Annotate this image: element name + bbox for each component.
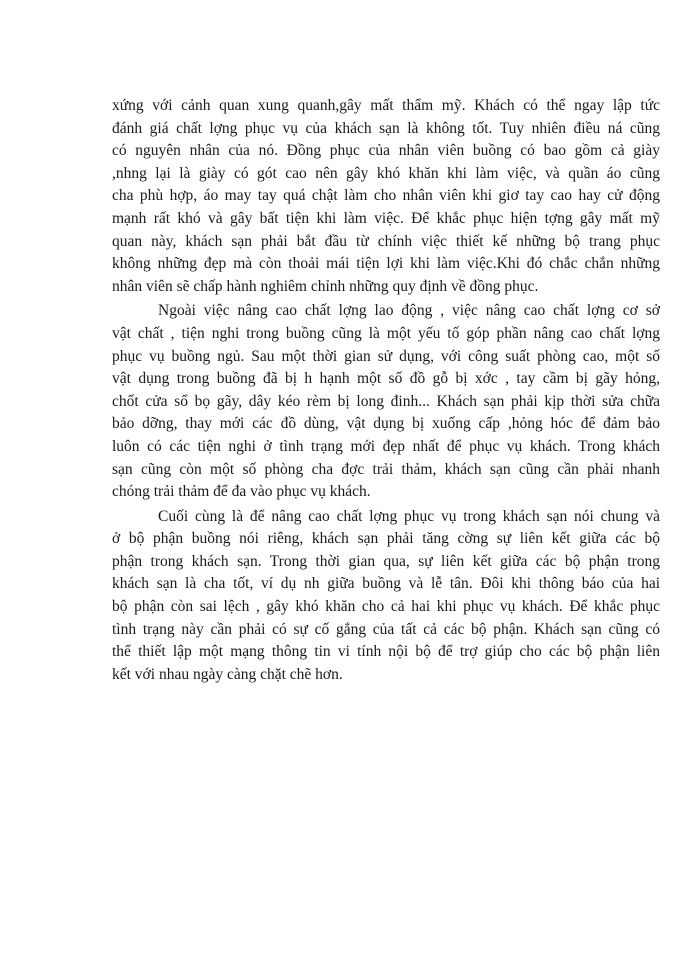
- text-line: bộ phận còn sai lệch , gây khó khăn cho cả hai khi phục vụ khách. Để khắc phục: [112, 598, 660, 616]
- text-line: ,nhng lại là giày có gót cao nên gây khó khăn khi làm việc, và quần áo cũng: [112, 164, 660, 182]
- text-line: mạnh rất khó và gây bất tiện khi làm việc. Để khắc phục hiện tợng gây mất mỹ: [112, 209, 660, 227]
- text-line: ở bộ phận buồng nói riêng, khách sạn phải tăng cờng sự liên kết giữa các bộ: [112, 530, 660, 548]
- text-line: vật dụng trong buồng đã bị h hạnh một số đồ gỗ bị xớc , tay cầm bị gãy hỏng,: [112, 370, 660, 388]
- text-line: bảo dỡng, thay mới các đồ dùng, vật dụng bị xuống cấp ,hỏng hóc để đảm bảo: [112, 415, 660, 433]
- text-line: không những đẹp mà còn thoải mái tiện lợi khi làm việc.Khi đó chắc chắn những: [112, 255, 660, 273]
- paragraph-facilities: [112, 300, 660, 503]
- paragraph-coordination: [112, 506, 660, 687]
- text-line: vật chất , tiện nghi trong buồng cũng là một yếu tố góp phần nâng cao chất lợng: [112, 324, 660, 342]
- text-line: chóng trải thảm để đa vào phục vụ khách.: [112, 483, 371, 501]
- text-line: tình trạng này cần phải có sự cố gắng của tất cả các bộ phận. Khách sạn cũng có: [112, 620, 660, 638]
- text-line: Ngoài việc nâng cao chất lợng lao động , việc nâng cao chất lợng cơ sở: [158, 302, 660, 320]
- text-line: xứng với cảnh quan xung quanh,gây mất thẩm mỹ. Khách có thể ngay lập tức: [112, 97, 660, 114]
- text-line: đánh giá chất lợng phục vụ của khách sạn là không tốt. Tuy nhiên điều ná cũng: [112, 119, 660, 137]
- text-line: cha phù hợp, áo may tay quá chật làm cho nhân viên khi giơ tay cao hay cử động: [112, 187, 660, 205]
- text-line: thể thiết lập một mạng thông tin vi tính nội bộ để trợ giúp cho các bộ phận liên: [112, 643, 660, 661]
- text-line: Cuối cùng là để nâng cao chất lợng phục vụ trong khách sạn nói chung và: [158, 507, 660, 525]
- text-line: khách sạn là cha tốt, ví dụ nh giữa buồng và lễ tân. Đôi khi thông báo của hai: [112, 575, 660, 593]
- text-line: có nguyên nhân của nó. Đồng phục của nhân viên buồng có bao gồm cả giày: [112, 142, 660, 160]
- text-line: luôn có các tiện nghi ở tình trạng mới đẹp nhất để phục vụ khách. Trong khách: [112, 437, 660, 455]
- text-line: quan này, khách sạn phải bắt đầu từ chính việc thiết kế những bộ trang phục: [112, 232, 660, 250]
- text-line: chốt cửa sổ bọ gãy, dây kéo rèm bị long đinh... Khách sạn phải kịp thời sửa chữa: [112, 392, 660, 410]
- text-line: kết với nhau ngày càng chặt chẽ hơn.: [112, 665, 343, 683]
- text-line: phục vụ buồng ngủ. Sau một thời gian sử dụng, với công suất phòng cao, một số: [112, 347, 660, 365]
- paragraph-uniform: [112, 95, 660, 298]
- body-text: [112, 95, 660, 686]
- text-line: sạn cũng còn một số phòng cha đợc trải thảm, khách sạn cũng cần phải nhanh: [112, 460, 660, 478]
- text-line: nhân viên sẽ chấp hành nghiêm chỉnh những quy định về đồng phục.: [112, 277, 539, 295]
- text-line: phận trong khách sạn. Trong thời gian qua, sự liên kết giữa các bộ phận trong: [112, 552, 660, 570]
